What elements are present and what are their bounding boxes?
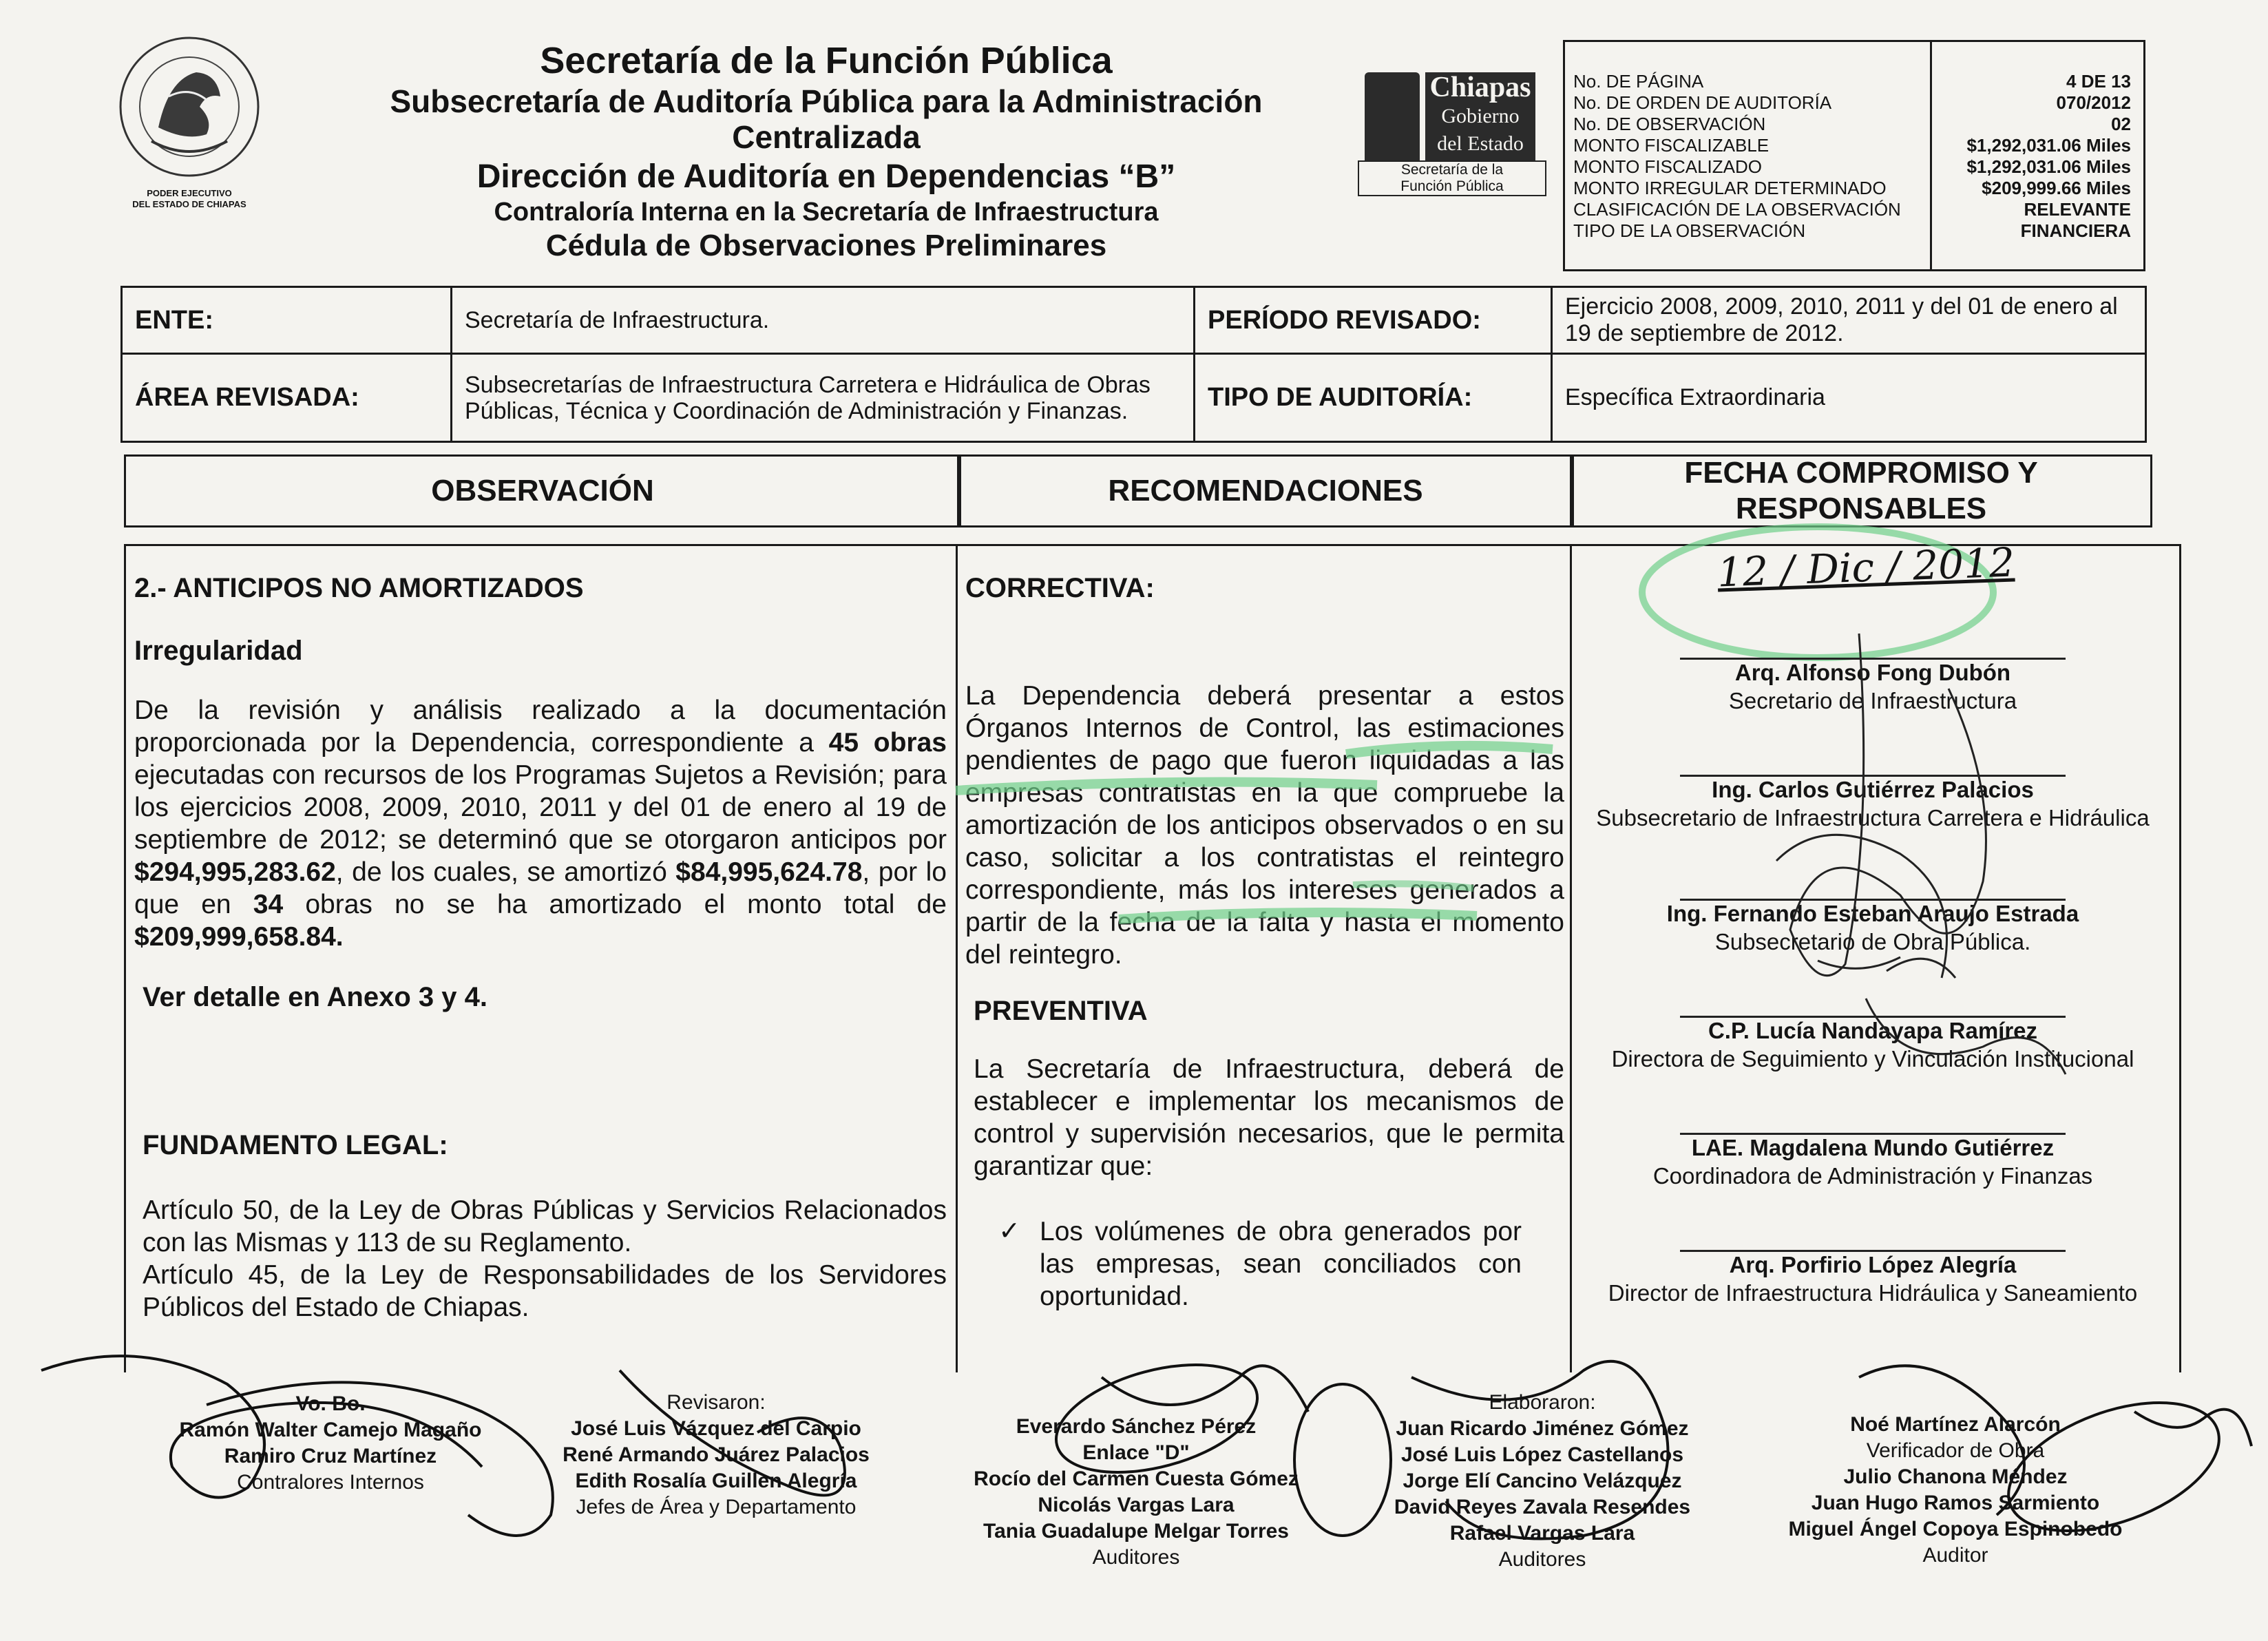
ente-label: ENTE: <box>122 287 452 354</box>
handwritten-date: 12 / Dic / 2012 <box>1716 539 2015 596</box>
meta-label: MONTO IRREGULAR DETERMINADO <box>1573 178 1887 198</box>
meta-label: No. DE PÁGINA <box>1573 71 1704 92</box>
bullet-1-text: Los volúmenes de obra generados por las empresas, sean conciliados con oportunidad. <box>1040 1217 1522 1311</box>
verificador-role: Verificador de Obra <box>1866 1439 2045 1462</box>
para-part-i: obras no se ha amortizado el monto total de <box>283 890 947 919</box>
responsable-name: Ing. Fernando Esteban Araujo Estrada <box>1666 901 2079 926</box>
para-part-g: , por lo que en <box>134 857 947 919</box>
responsable-block <box>1577 658 2169 775</box>
area-label: ÁREA REVISADA: <box>122 354 452 442</box>
auditor1-name-3: Rocío del Carmen Cuesta Gómez <box>974 1467 1299 1490</box>
meta-rows <box>1573 71 2131 242</box>
meta-row <box>1573 156 2131 178</box>
meta-label: CLASIFICACIÓN DE LA OBSERVACIÓN <box>1573 199 1901 220</box>
preventiva-text: La Secretaría de Infraestructura, deberá de establecer e implementar los mecanismos de control y supervisión necesarios, que le permita garantizar que: <box>974 1054 1564 1181</box>
auditor1-name-2: Enlace "D" <box>1082 1441 1190 1464</box>
para-part-c: ejecutadas con recursos de los Programas Sujetos a Revisión; para los ejercicios 2008, 2009, 2010, 2011 y del 01 de enero al 19 de septiembre de 2012; se determinó que se otorgaron anticipos por <box>134 760 947 855</box>
meta-value: FINANCIERA <box>2020 220 2131 241</box>
column-header-observacion <box>124 454 961 527</box>
meta-label: No. DE ORDEN DE AUDITORÍA <box>1573 92 1832 113</box>
vobo-name-1: Ramón Walter Camejo Magaño <box>179 1419 482 1441</box>
logo-brand-bot: del Estado <box>1437 132 1524 155</box>
responsable-role: Subsecretario de Obra Pública. <box>1714 929 2031 954</box>
para-obras-pending: 34 <box>253 890 284 919</box>
responsable-block <box>1577 1133 2169 1250</box>
vobo-name-2: Ramiro Cruz Martínez <box>224 1445 437 1467</box>
logo-caption-line2: Función Pública <box>1400 178 1504 194</box>
preventiva-title: PREVENTIVA <box>974 996 1148 1026</box>
revisaron-name-2: René Armando Juárez Palacios <box>563 1443 870 1466</box>
fundamento-legal-title: FUNDAMENTO LEGAL: <box>143 1130 448 1160</box>
footer-auditores-1 <box>943 1414 1329 1571</box>
responsable-role: Directora de Seguimiento y Vinculación Institucional <box>1611 1046 2134 1072</box>
meta-row <box>1573 199 2131 220</box>
meta-label: TIPO DE LA OBSERVACIÓN <box>1573 220 1806 241</box>
fecha-header-label: FECHA COMPROMISO Y RESPONSABLES <box>1684 456 2038 525</box>
chiapas-government-logo <box>1365 72 1557 200</box>
meta-row <box>1573 135 2131 156</box>
responsable-block <box>1577 899 2169 1016</box>
elaboraron-title: Elaboraron: <box>1489 1391 1596 1414</box>
check-icon: ✓ <box>998 1217 1020 1246</box>
fundamento-articulo-45: Artículo 45, de la Ley de Responsabilidades de los Servidores Públicos del Estado de Chiapas. <box>143 1260 947 1322</box>
seal-caption-line2: DEL ESTADO DE CHIAPAS <box>132 199 246 209</box>
logo-brand-box <box>1425 72 1535 162</box>
auditor-role: Auditor <box>1922 1544 1988 1567</box>
verificador-name-1: Noé Martínez Alarcón <box>1850 1413 2061 1436</box>
meta-value: RELEVANTE <box>2024 199 2131 220</box>
para-total-amount: $209,999,658.84. <box>134 922 344 952</box>
responsable-name: Arq. Porfirio López Alegría <box>1729 1252 2017 1277</box>
footer-vobo <box>138 1391 523 1496</box>
meta-label: MONTO FISCALIZABLE <box>1573 135 1770 156</box>
footer-revisaron <box>530 1390 902 1520</box>
ver-detalle-anexo: Ver detalle en Anexo 3 y 4. <box>143 982 487 1012</box>
responsable-role: Subsecretario de Infraestructura Carretera e Hidráulica <box>1596 805 2150 830</box>
responsable-block <box>1577 1016 2169 1133</box>
meta-value: $1,292,031.06 Miles <box>1966 156 2131 177</box>
periodo-label: PERÍODO REVISADO: <box>1195 287 1552 354</box>
meta-row <box>1573 114 2131 135</box>
recomendaciones-header-label: RECOMENDACIONES <box>1108 474 1423 508</box>
page-title: Cédula de Observaciones Preliminares <box>545 228 1107 262</box>
para-part-e: , de los cuales, se amortizó <box>335 857 676 887</box>
para-obras-count: 45 obras <box>828 728 947 757</box>
footer-verificador <box>1763 1412 2148 1569</box>
responsable-role: Director de Infraestructura Hidráulica y Saneamiento <box>1608 1280 2138 1306</box>
audit-info-table <box>120 286 2147 443</box>
responsable-role: Secretario de Infraestructura <box>1728 688 2017 713</box>
seal-caption-line1: PODER EJECUTIVO <box>147 188 232 198</box>
meta-value: 02 <box>2111 114 2131 134</box>
meta-label: No. DE OBSERVACIÓN <box>1573 114 1766 134</box>
auditor1-name-1: Everardo Sánchez Pérez <box>1016 1415 1257 1438</box>
observacion-content <box>134 573 947 1324</box>
elaboraron-name-5: Rafael Vargas Lara <box>1449 1522 1635 1545</box>
responsable-name: Arq. Alfonso Fong Dubón <box>1734 660 2011 685</box>
irregularidad-paragraph <box>134 694 947 953</box>
responsable-name: C.P. Lucía Nandayapa Ramírez <box>1708 1018 2038 1043</box>
header-direccion: Dirección de Auditoría en Dependencias “B” <box>476 158 1176 195</box>
observacion-title: 2.- ANTICIPOS NO AMORTIZADOS <box>134 573 584 603</box>
correctiva-title: CORRECTIVA: <box>965 573 1155 603</box>
recomendaciones-content <box>965 573 1564 1313</box>
logo-brand-top: Chiapas <box>1429 72 1531 103</box>
meta-row <box>1573 71 2131 92</box>
header-secretaria: Secretaría de la Función Pública <box>540 40 1113 81</box>
column-header-recomendaciones <box>957 454 1574 527</box>
meta-row <box>1573 178 2131 199</box>
auditor1-name-4: Nicolás Vargas Lara <box>1038 1494 1235 1516</box>
elaboraron-name-3: Jorge Elí Cancino Velázquez <box>1403 1470 1682 1492</box>
revisaron-name-3: Edith Rosalía Guillen Alegría <box>575 1470 857 1492</box>
column-header-fecha <box>1570 454 2152 527</box>
header-centralizada: Centralizada <box>732 118 921 155</box>
vobo-role: Contralores Internos <box>237 1471 424 1494</box>
para-anticipos-amount: $294,995,283.62 <box>134 857 336 887</box>
audit-metadata-box <box>1563 40 2145 271</box>
observacion-header-label: OBSERVACIÓN <box>431 474 654 508</box>
irregularidad-subtitle: Irregularidad <box>134 636 303 666</box>
revisaron-title: Revisaron: <box>666 1391 766 1414</box>
ente-value: Secretaría de Infraestructura. <box>452 287 1195 354</box>
tipo-value: Específica Extraordinaria <box>1552 354 2146 442</box>
footer-elaboraron <box>1350 1390 1735 1573</box>
revisaron-role: Jefes de Área y Departamento <box>576 1496 857 1518</box>
header-subsecretaria: Subsecretaría de Auditoría Pública para la Administración <box>390 83 1263 120</box>
meta-value: 4 DE 13 <box>2066 71 2131 92</box>
preventiva-bullet-1 <box>965 1215 1564 1313</box>
para-amortizado-amount: $84,995,624.78 <box>675 857 863 887</box>
eagle-seal-icon <box>103 31 275 182</box>
meta-value: $1,292,031.06 Miles <box>1966 135 2131 156</box>
elaboraron-name-2: José Luis López Castellanos <box>1400 1443 1684 1466</box>
verificador-name-2: Julio Chanona Méndez <box>1843 1465 2068 1488</box>
vobo-title: Vo. Bo. <box>295 1392 366 1415</box>
meta-row <box>1573 220 2131 242</box>
auditor1-role: Auditores <box>1092 1546 1180 1569</box>
meta-value: 070/2012 <box>2056 92 2131 113</box>
responsable-role: Coordinadora de Administración y Finanzas <box>1652 1163 2093 1189</box>
elaboraron-name-1: Juan Ricardo Jiménez Gómez <box>1396 1417 1689 1440</box>
revisaron-name-1: José Luis Vázquez del Carpio <box>571 1417 861 1440</box>
logo-caption <box>1358 160 1546 196</box>
header-contraloria: Contraloría Interna en la Secretaría de Infraestructura <box>494 198 1159 227</box>
document-header <box>303 40 1350 262</box>
meta-value: $209,999.66 Miles <box>1982 178 2131 198</box>
responsable-name: Ing. Carlos Gutiérrez Palacios <box>1712 777 2034 802</box>
verificador-name-4: Miguel Ángel Copoya Espinobedo <box>1788 1518 2123 1540</box>
responsables-list <box>1577 658 2169 1367</box>
responsable-name: LAE. Magdalena Mundo Gutiérrez <box>1691 1135 2055 1160</box>
periodo-value: Ejercicio 2008, 2009, 2010, 2011 y del 01 de enero al 19 de septiembre de 2012. <box>1552 287 2146 354</box>
meta-label: MONTO FISCALIZADO <box>1573 156 1762 177</box>
elaboraron-name-4: David Reyes Zavala Resendes <box>1394 1496 1691 1518</box>
elaboraron-role: Auditores <box>1498 1548 1586 1571</box>
logo-caption-line1: Secretaría de la <box>1400 162 1504 178</box>
para-part-a: De la revisión y análisis realizado a la documentación proporcionada por la Dependencia, correspondiente a <box>134 696 947 757</box>
chiapas-seal <box>103 31 275 217</box>
tipo-label: TIPO DE AUDITORÍA: <box>1195 354 1552 442</box>
area-value: Subsecretarías de Infraestructura Carretera e Hidráulica de Obras Públicas, Técnica y Coordinación de Administración y Finanzas. <box>452 354 1195 442</box>
responsable-block <box>1577 1250 2169 1367</box>
logo-brand-mid: Gobierno <box>1441 105 1520 127</box>
responsable-block <box>1577 775 2169 899</box>
verificador-name-3: Juan Hugo Ramos Sarmiento <box>1811 1492 2100 1514</box>
fundamento-articulo-50: Artículo 50, de la Ley de Obras Públicas y Servicios Relacionados con las Mismas y 113 de su Reglamento. <box>143 1195 947 1257</box>
seal-caption <box>103 188 275 210</box>
auditor1-name-5: Tania Guadalupe Melgar Torres <box>983 1520 1289 1543</box>
correctiva-text: La Dependencia deberá presentar a estos Órganos Internos de Control, las estimaciones pendientes de pago que fueron liquidadas a las empresas contratistas en la que compruebe la amortización de los anticipos observados o en su caso, solicitar a los contratistas el reintegro correspondiente, más los intereses generados a partir de la fecha de la falta y hasta el momento del reintegro. <box>965 681 1564 970</box>
meta-row <box>1573 92 2131 114</box>
